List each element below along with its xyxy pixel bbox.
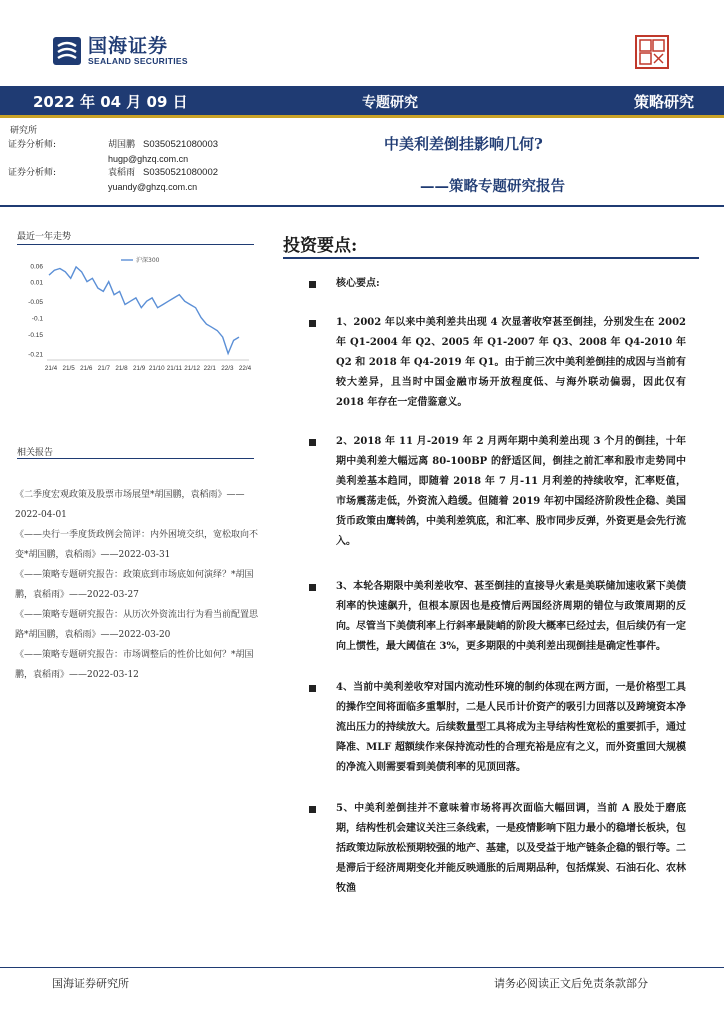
author-email[interactable]: yuandy@ghzq.com.cn — [108, 182, 198, 192]
x-tick-label: 21/9 — [133, 365, 146, 372]
y-tick-label: 0.01 — [30, 279, 43, 287]
author-row — [8, 166, 218, 180]
related-report-item[interactable]: 《——策略专题研究报告：政策底到市场底如何演绎？*胡国鹏，袁稻雨》——2022-03-27 — [15, 570, 254, 600]
trend-heading: 最近一年走势 — [17, 232, 72, 242]
department: 研究所 — [10, 126, 38, 136]
author-name: 袁稻雨 — [108, 168, 136, 178]
author-email[interactable]: hugp@ghzq.com.cn — [108, 154, 189, 164]
author-row — [8, 138, 218, 152]
x-tick-label: 21/5 — [62, 365, 75, 372]
footer-institute: 国海证券研究所 — [52, 977, 129, 990]
author-label: 证券分析师: — [8, 168, 57, 178]
header-divider — [0, 205, 724, 207]
report-category: 策略研究 — [634, 93, 695, 111]
core-heading: 核心要点: — [336, 278, 380, 289]
x-tick-label: 21/12 — [184, 365, 200, 372]
related-heading: 相关报告 — [17, 448, 54, 458]
key-point-paragraph: 5、中美利差倒挂并不意味着市场将再次面临大幅回调，当前 A 股处于磨底期，结构性机会建议关注三条线索，一是疫情影响下阻力最小的稳增长板块，包括政策边际放松预期较强的地产、基建，以及受益于地产链条企稳的银行等。二是滞后于经济周期变化并能反映通胀的后周期品种，包括煤炭、石油石化、农林牧渔 — [336, 803, 686, 894]
section-divider — [283, 257, 699, 259]
author-name: 胡国鹏 — [108, 140, 136, 150]
related-report-item[interactable]: 《——策略专题研究报告：市场调整后的性价比如何？*胡国鹏，袁稻雨》——2022-03-12 — [15, 650, 254, 680]
key-point-paragraph: 4、当前中美利差收窄对国内流动性环境的制约体现在两方面，一是价格型工具的操作空间将面临多重掣肘，二是人民币计价资产的吸引力回落以及跨境资本净流出压力的持续放大。后续数量型工具将成为主导结构性宽松的重要抓手，通过降准、MLF 超额续作来保持流动性的合理充裕是应有之义，而外资重回大规模的净流入则需要看到美债利率的见顶回落。 — [336, 682, 686, 773]
x-tick-label: 22/1 — [203, 365, 216, 372]
company-logo — [52, 36, 188, 66]
x-tick-label: 21/6 — [80, 365, 93, 372]
report-date: 2022 年 04 月 09 日 — [33, 93, 188, 111]
legend-label: 沪深300 — [136, 257, 160, 264]
x-tick-label: 21/4 — [44, 365, 58, 372]
related-report-item[interactable]: 《二季度宏观政策及股票市场展望*胡国鹏，袁稻雨》——2022-04-01 — [15, 490, 245, 520]
related-report-item[interactable]: 《——策略专题研究报告：从历次外资流出行为看当前配置思路*胡国鹏，袁稻雨》——2022-03-20 — [15, 610, 259, 640]
x-tick-label: 21/10 — [148, 365, 165, 372]
author-license: S0350521080002 — [143, 167, 219, 178]
report-type: 专题研究 — [362, 95, 418, 111]
footer-divider — [0, 967, 724, 968]
series-line — [49, 267, 239, 354]
key-point-paragraph: 2、2018 年 11 月-2019 年 2 月两年期中美利差出现 3 个月的倒挂，十年期中美利差大幅远离 80-100BP 的舒适区间，倒挂之前汇率和股市走势同中美利差基本趋同，即随着 2018 年 7 月-11 月利差的持续收窄，汇率贬值，市场震荡走低，外资流入趋缓。但随着 2019 年初中国经济阶段性企稳、美国货币政策由鹰转鸽，中美利差筑底，和汇率、股市同步反弹，外资更是会先行流入。 — [336, 436, 686, 547]
y-tick-label: 0.06 — [30, 263, 43, 271]
bullet-square-icon — [309, 439, 316, 446]
y-tick-label: -0.1 — [31, 315, 43, 323]
x-tick-label: 22/3 — [221, 365, 234, 372]
logo-chinese-name: 国海证券 — [88, 35, 169, 57]
bullet-square-icon — [309, 806, 316, 813]
research-institute-seal-icon — [634, 34, 670, 70]
x-tick-label: 21/11 — [166, 365, 183, 372]
related-report-item[interactable]: 《——央行一季度货政例会简评：内外困境交织，宽松取向不变*胡国鹏，袁稻雨》——2022-03-31 — [15, 530, 259, 560]
sidebar-divider — [17, 458, 254, 459]
key-point-paragraph: 1、2002 年以来中美利差共出现 4 次显著收窄甚至倒挂，分别发生在 2002 年 Q1-2004 年 Q2、2005 年 Q1-2007 年 Q3、2008 年 Q4-2010 年 Q2 和 2018 年 Q4-2019 年 Q1。由于前三次中美利差倒挂的成因与当前有较大差异，且当时中国金融市场开放程度低、与海外联动偏弱，因此仅有 2018 年存在一定借鉴意义。 — [336, 317, 686, 408]
bullet-square-icon — [309, 685, 316, 692]
sidebar-divider — [17, 244, 254, 245]
y-tick-label: -0.15 — [28, 331, 43, 339]
header-banner — [0, 86, 724, 118]
report-title: 中美利差倒挂影响几何? — [384, 135, 543, 153]
bullet-square-icon — [309, 320, 316, 327]
y-tick-label: -0.05 — [28, 299, 43, 307]
y-tick-label: -0.21 — [28, 351, 43, 359]
footer-disclaimer: 请务必阅读正文后免责条款部分 — [494, 977, 648, 990]
related-reports-list — [15, 485, 265, 685]
logo-english-name: SEALAND SECURITIES — [88, 56, 188, 66]
author-block — [8, 124, 218, 194]
key-point-paragraph: 3、本轮各期限中美利差收窄、甚至倒挂的直接导火索是美联储加速收紧下美债利率的快速飙升，但根本原因也是疫情后两国经济周期的错位与政策周期的反向。尽管当下美债利率上行斜率最陡峭的阶段大概率已经过去，但后续仍有一定向上惯性，最大阈值在 3%，更多期限的中美利差出现倒挂是确定性事件。 — [336, 581, 686, 652]
bullet-square-icon — [309, 281, 316, 288]
x-tick-label: 21/7 — [97, 365, 111, 372]
author-license: S0350521080003 — [143, 139, 219, 150]
sealand-logo-icon — [52, 36, 82, 66]
report-subtitle: ——策略专题研究报告 — [420, 178, 565, 195]
investment-highlights-heading: 投资要点: — [283, 236, 358, 256]
x-tick-label: 22/4 — [238, 365, 252, 372]
x-tick-label: 21/8 — [115, 365, 128, 372]
author-label: 证券分析师: — [8, 140, 57, 150]
trend-line-chart — [17, 254, 254, 380]
bullet-square-icon — [309, 584, 316, 591]
